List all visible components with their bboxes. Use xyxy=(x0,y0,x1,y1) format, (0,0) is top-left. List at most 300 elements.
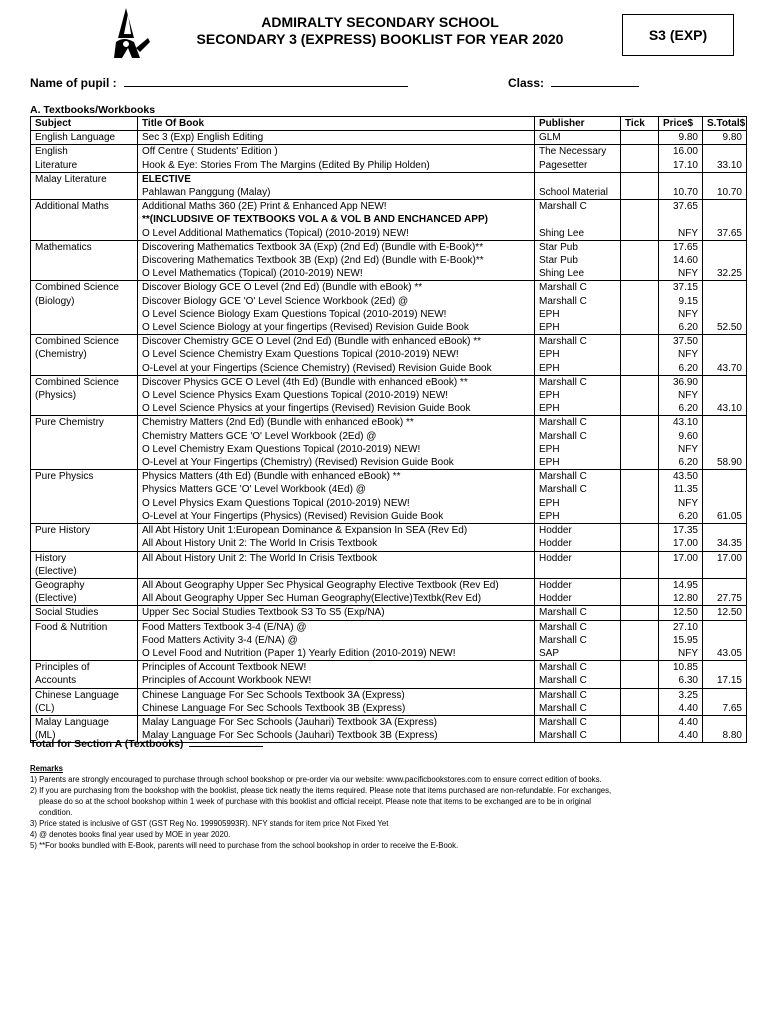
book-publisher: Hodder xyxy=(535,578,621,592)
tick-box[interactable] xyxy=(621,510,659,524)
table-row xyxy=(31,172,747,186)
book-title: Food Matters Textbook 3-4 (E/NA) @ xyxy=(138,620,535,634)
book-publisher: Marshall C xyxy=(535,688,621,702)
book-title: Chinese Language For Sec Schools Textbook 3B (Express) xyxy=(138,702,535,716)
book-subject xyxy=(31,213,138,226)
book-subject: Combined Science xyxy=(31,375,138,389)
tick-box[interactable] xyxy=(621,456,659,470)
tick-box[interactable] xyxy=(621,131,659,145)
tick-box[interactable] xyxy=(621,430,659,443)
tick-box[interactable] xyxy=(621,200,659,214)
remark-item: 1) Parents are strongly encouraged to purchase through school bookshop or pre-order via our website: www.pacificbookstores.com to ensure correct edition of books. xyxy=(30,775,602,784)
pupil-name-label: Name of pupil : xyxy=(30,76,117,90)
table-row xyxy=(31,227,747,241)
table-row xyxy=(31,321,747,335)
book-publisher: Marshall C xyxy=(535,200,621,214)
table-row xyxy=(31,362,747,376)
subject-subtotal xyxy=(703,443,747,456)
table-row xyxy=(31,186,747,200)
subject-subtotal xyxy=(703,470,747,484)
class-code-box xyxy=(622,14,734,56)
table-row xyxy=(31,497,747,510)
table-row xyxy=(31,551,747,565)
book-subject: Additional Maths xyxy=(31,200,138,214)
remarks-heading: Remarks xyxy=(30,764,63,773)
book-publisher: Pagesetter xyxy=(535,159,621,173)
book-publisher: Marshall C xyxy=(535,335,621,349)
table-row xyxy=(31,281,747,295)
book-price: 9.15 xyxy=(659,295,703,308)
subject-subtotal xyxy=(703,578,747,592)
book-price: 9.80 xyxy=(659,131,703,145)
tick-box[interactable] xyxy=(621,172,659,186)
subject-subtotal: 10.70 xyxy=(703,186,747,200)
table-row xyxy=(31,456,747,470)
subject-subtotal xyxy=(703,661,747,675)
book-title: All Abt History Unit 1:European Dominance & Expansion In SEA (Rev Ed) xyxy=(138,524,535,538)
book-price: 43.50 xyxy=(659,470,703,484)
book-publisher: Star Pub xyxy=(535,240,621,254)
subject-subtotal xyxy=(703,254,747,267)
book-publisher: SAP xyxy=(535,647,621,661)
book-title: O Level Mathematics (Topical) (2010-2019) NEW! xyxy=(138,267,535,281)
book-price: NFY xyxy=(659,647,703,661)
book-title: Discover Biology GCE O Level (2nd Ed) (Bundle with eBook) ** xyxy=(138,281,535,295)
book-subject: Accounts xyxy=(31,674,138,688)
subject-subtotal: 12.50 xyxy=(703,606,747,620)
book-price: NFY xyxy=(659,308,703,321)
subject-subtotal xyxy=(703,213,747,226)
table-row xyxy=(31,688,747,702)
book-publisher: EPH xyxy=(535,308,621,321)
book-price: 6.20 xyxy=(659,362,703,376)
book-subject xyxy=(31,537,138,551)
table-row xyxy=(31,348,747,361)
tick-box[interactable] xyxy=(621,688,659,702)
book-subject: (Elective) xyxy=(31,592,138,606)
tick-box[interactable] xyxy=(621,213,659,226)
book-publisher: EPH xyxy=(535,321,621,335)
book-publisher: EPH xyxy=(535,348,621,361)
book-title: All About History Unit 2: The World In Crisis Textbook xyxy=(138,537,535,551)
section-a-title: A. Textbooks/Workbooks xyxy=(30,104,156,116)
subject-subtotal: 33.10 xyxy=(703,159,747,173)
subject-subtotal xyxy=(703,281,747,295)
col-subtotal: S.Total$ xyxy=(703,117,747,131)
book-price: 6.20 xyxy=(659,321,703,335)
book-price: 37.15 xyxy=(659,281,703,295)
book-title: Malay Language For Sec Schools (Jauhari) Textbook 3B (Express) xyxy=(138,729,535,743)
table-row xyxy=(31,702,747,716)
tick-box[interactable] xyxy=(621,308,659,321)
book-title: Discovering Mathematics Textbook 3A (Exp) (2nd Ed) (Bundle with E-Book)** xyxy=(138,240,535,254)
table-row xyxy=(31,145,747,159)
book-subject xyxy=(31,254,138,267)
book-title: Chemistry Matters GCE 'O' Level Workbook (2Ed) @ xyxy=(138,430,535,443)
book-publisher: School Material xyxy=(535,186,621,200)
book-title: Off Centre ( Students' Edition ) xyxy=(138,145,535,159)
book-publisher xyxy=(535,565,621,579)
book-price: 15.95 xyxy=(659,634,703,647)
book-subject: (Physics) xyxy=(31,389,138,402)
tick-box[interactable] xyxy=(621,620,659,634)
book-price: 14.95 xyxy=(659,578,703,592)
book-title: Physics Matters (4th Ed) (Bundle with enhanced eBook) ** xyxy=(138,470,535,484)
book-price: 12.50 xyxy=(659,606,703,620)
book-publisher: Marshall C xyxy=(535,674,621,688)
book-price: NFY xyxy=(659,267,703,281)
col-publisher: Publisher xyxy=(535,117,621,131)
tick-box[interactable] xyxy=(621,186,659,200)
tick-box[interactable] xyxy=(621,240,659,254)
book-publisher: Marshall C xyxy=(535,483,621,496)
book-price: 37.65 xyxy=(659,200,703,214)
table-row xyxy=(31,308,747,321)
book-subject: Food & Nutrition xyxy=(31,620,138,634)
tick-box[interactable] xyxy=(621,592,659,606)
book-title: ELECTIVE xyxy=(138,172,535,186)
tick-box[interactable] xyxy=(621,443,659,456)
school-name: ADMIRALTY SECONDARY SCHOOL xyxy=(261,14,499,30)
book-subject xyxy=(31,362,138,376)
book-subject: (Elective) xyxy=(31,565,138,579)
tick-box[interactable] xyxy=(621,647,659,661)
subject-subtotal: 17.15 xyxy=(703,674,747,688)
table-row xyxy=(31,634,747,647)
tick-box[interactable] xyxy=(621,335,659,349)
table-row xyxy=(31,254,747,267)
book-subject: (Biology) xyxy=(31,295,138,308)
book-subject: Pure History xyxy=(31,524,138,538)
table-row xyxy=(31,131,747,145)
book-publisher xyxy=(535,172,621,186)
book-publisher: Shing Lee xyxy=(535,227,621,241)
subject-subtotal xyxy=(703,497,747,510)
table-row xyxy=(31,565,747,579)
book-publisher: Marshall C xyxy=(535,702,621,716)
table-row xyxy=(31,578,747,592)
tick-box[interactable] xyxy=(621,565,659,579)
tick-box[interactable] xyxy=(621,321,659,335)
subject-subtotal: 43.10 xyxy=(703,402,747,416)
school-logo xyxy=(112,8,152,60)
book-subject xyxy=(31,430,138,443)
book-price: 6.20 xyxy=(659,510,703,524)
book-price: 10.70 xyxy=(659,186,703,200)
book-subject xyxy=(31,443,138,456)
tick-box[interactable] xyxy=(621,362,659,376)
section-a-total-label: Total for Section A (Textbooks) xyxy=(30,738,184,750)
book-publisher: Marshall C xyxy=(535,620,621,634)
table-row xyxy=(31,483,747,496)
pupil-info-row xyxy=(30,76,740,90)
table-row xyxy=(31,389,747,402)
book-title: Discover Physics GCE O Level (4th Ed) (Bundle with enhanced eBook) ** xyxy=(138,375,535,389)
tick-box[interactable] xyxy=(621,375,659,389)
book-publisher: EPH xyxy=(535,497,621,510)
booklist-title: SECONDARY 3 (EXPRESS) BOOKLIST FOR YEAR 2020 xyxy=(196,31,564,47)
book-price: 6.20 xyxy=(659,402,703,416)
book-publisher: Marshall C xyxy=(535,281,621,295)
class-code: S3 (EXP) xyxy=(648,27,708,43)
book-title: O-Level at Your Fingertips (Chemistry) (Revised) Revision Guide Book xyxy=(138,456,535,470)
remark-item: condition. xyxy=(39,808,73,817)
pupil-name-field[interactable] xyxy=(124,86,408,87)
book-publisher: Marshall C xyxy=(535,295,621,308)
book-subject: Mathematics xyxy=(31,240,138,254)
tick-box[interactable] xyxy=(621,227,659,241)
page-header xyxy=(160,14,600,48)
subject-subtotal: 8.80 xyxy=(703,729,747,743)
tick-box[interactable] xyxy=(621,295,659,308)
subject-subtotal: 9.80 xyxy=(703,131,747,145)
book-publisher: EPH xyxy=(535,443,621,456)
book-price: 17.35 xyxy=(659,524,703,538)
subject-subtotal: 27.75 xyxy=(703,592,747,606)
book-publisher: EPH xyxy=(535,510,621,524)
book-publisher: Star Pub xyxy=(535,254,621,267)
book-title: O Level Science Physics Exam Questions Topical (2010-2019) NEW! xyxy=(138,389,535,402)
book-title: O-Level at your Fingertips (Science Chemistry) (Revised) Revision Guide Book xyxy=(138,362,535,376)
book-title: O-Level at Your Fingertips (Physics) (Revised) Revision Guide Book xyxy=(138,510,535,524)
tick-box[interactable] xyxy=(621,661,659,675)
book-publisher: Marshall C xyxy=(535,634,621,647)
tick-box[interactable] xyxy=(621,267,659,281)
table-row xyxy=(31,510,747,524)
table-row xyxy=(31,674,747,688)
book-publisher: EPH xyxy=(535,389,621,402)
tick-box[interactable] xyxy=(621,674,659,688)
table-row xyxy=(31,470,747,484)
tick-box[interactable] xyxy=(621,145,659,159)
book-subject: Combined Science xyxy=(31,335,138,349)
subject-subtotal xyxy=(703,430,747,443)
book-price: 43.10 xyxy=(659,416,703,430)
tick-box[interactable] xyxy=(621,389,659,402)
book-price: 17.00 xyxy=(659,537,703,551)
book-price: NFY xyxy=(659,497,703,510)
table-row xyxy=(31,430,747,443)
tick-box[interactable] xyxy=(621,470,659,484)
book-subject xyxy=(31,308,138,321)
tick-box[interactable] xyxy=(621,702,659,716)
book-price xyxy=(659,172,703,186)
subject-subtotal xyxy=(703,416,747,430)
books-table xyxy=(30,116,747,743)
table-header-row xyxy=(31,117,747,131)
book-subject: Principles of xyxy=(31,661,138,675)
tick-box[interactable] xyxy=(621,606,659,620)
book-subject xyxy=(31,497,138,510)
subject-subtotal xyxy=(703,565,747,579)
remarks xyxy=(30,763,742,851)
subject-subtotal xyxy=(703,634,747,647)
class-field[interactable] xyxy=(551,86,639,87)
subject-subtotal: 34.35 xyxy=(703,537,747,551)
table-row xyxy=(31,606,747,620)
book-publisher: Marshall C xyxy=(535,729,621,743)
book-price: 14.60 xyxy=(659,254,703,267)
table-row xyxy=(31,200,747,214)
subject-subtotal xyxy=(703,688,747,702)
table-row xyxy=(31,213,747,226)
book-price: 4.40 xyxy=(659,702,703,716)
col-price: Price$ xyxy=(659,117,703,131)
subject-subtotal xyxy=(703,524,747,538)
col-tick: Tick xyxy=(621,117,659,131)
book-subject xyxy=(31,483,138,496)
tick-box[interactable] xyxy=(621,578,659,592)
subject-subtotal xyxy=(703,308,747,321)
subject-subtotal xyxy=(703,375,747,389)
book-title: Discover Chemistry GCE O Level (2nd Ed) (Bundle with enhanced eBook) ** xyxy=(138,335,535,349)
book-title: O Level Science Biology Exam Questions Topical (2010-2019) NEW! xyxy=(138,308,535,321)
tick-box[interactable] xyxy=(621,254,659,267)
book-title: Principles of Account Textbook NEW! xyxy=(138,661,535,675)
tick-box[interactable] xyxy=(621,159,659,173)
book-price: NFY xyxy=(659,348,703,361)
book-publisher: GLM xyxy=(535,131,621,145)
subject-subtotal xyxy=(703,389,747,402)
subject-subtotal xyxy=(703,145,747,159)
book-title: O Level Additional Mathematics (Topical) (2010-2019) NEW! xyxy=(138,227,535,241)
book-title: Discovering Mathematics Textbook 3B (Exp) (2nd Ed) (Bundle with E-Book)** xyxy=(138,254,535,267)
book-price: 11.35 xyxy=(659,483,703,496)
book-publisher: Shing Lee xyxy=(535,267,621,281)
book-publisher: Marshall C xyxy=(535,430,621,443)
table-row xyxy=(31,537,747,551)
book-subject: Pure Chemistry xyxy=(31,416,138,430)
section-a-total xyxy=(30,738,263,750)
subject-subtotal: 37.65 xyxy=(703,227,747,241)
tick-box[interactable] xyxy=(621,729,659,743)
table-row xyxy=(31,715,747,729)
book-price: 4.40 xyxy=(659,729,703,743)
book-title: All About Geography Upper Sec Human Geography(Elective)Textbk(Rev Ed) xyxy=(138,592,535,606)
subject-subtotal xyxy=(703,620,747,634)
book-price: 37.50 xyxy=(659,335,703,349)
section-a-total-field[interactable] xyxy=(189,746,263,747)
subject-subtotal xyxy=(703,335,747,349)
tick-box[interactable] xyxy=(621,551,659,565)
remark-item: 2) If you are purchasing from the bookshop with the booklist, please tick neatly the items required. Please note that items purchased are non-refundable. For exchanges, xyxy=(30,786,612,795)
book-price: 4.40 xyxy=(659,715,703,729)
tick-box[interactable] xyxy=(621,715,659,729)
table-row xyxy=(31,416,747,430)
subject-subtotal: 17.00 xyxy=(703,551,747,565)
book-subject xyxy=(31,634,138,647)
book-publisher: Marshall C xyxy=(535,606,621,620)
book-publisher: Hodder xyxy=(535,592,621,606)
book-title: O Level Physics Exam Questions Topical (2010-2019) NEW! xyxy=(138,497,535,510)
table-row xyxy=(31,443,747,456)
table-row xyxy=(31,620,747,634)
book-subject xyxy=(31,267,138,281)
book-publisher: EPH xyxy=(535,456,621,470)
class-label: Class: xyxy=(508,76,545,90)
book-title: Principles of Account Workbook NEW! xyxy=(138,674,535,688)
table-row xyxy=(31,335,747,349)
subject-subtotal: 43.05 xyxy=(703,647,747,661)
book-subject: Social Studies xyxy=(31,606,138,620)
tick-box[interactable] xyxy=(621,483,659,496)
book-publisher: Marshall C xyxy=(535,715,621,729)
book-publisher xyxy=(535,213,621,226)
table-row xyxy=(31,295,747,308)
table-row xyxy=(31,661,747,675)
subject-subtotal: 7.65 xyxy=(703,702,747,716)
tick-box[interactable] xyxy=(621,634,659,647)
book-publisher: EPH xyxy=(535,362,621,376)
tick-box[interactable] xyxy=(621,402,659,416)
book-price: 17.65 xyxy=(659,240,703,254)
table-row xyxy=(31,267,747,281)
tick-box[interactable] xyxy=(621,281,659,295)
book-publisher: Hodder xyxy=(535,537,621,551)
book-subject: History xyxy=(31,551,138,565)
book-price: 16.00 xyxy=(659,145,703,159)
book-price: 3.25 xyxy=(659,688,703,702)
book-publisher: Marshall C xyxy=(535,470,621,484)
subject-subtotal: 52.50 xyxy=(703,321,747,335)
subject-subtotal xyxy=(703,483,747,496)
book-publisher: Hodder xyxy=(535,524,621,538)
book-title: Pahlawan Panggung (Malay) xyxy=(138,186,535,200)
book-title: O Level Chemistry Exam Questions Topical (2010-2019) NEW! xyxy=(138,443,535,456)
book-price: 36.90 xyxy=(659,375,703,389)
table-row xyxy=(31,592,747,606)
book-price xyxy=(659,213,703,226)
book-subject: Geography xyxy=(31,578,138,592)
book-subject: (Chemistry) xyxy=(31,348,138,361)
tick-box[interactable] xyxy=(621,524,659,538)
book-title: Food Matters Activity 3-4 (E/NA) @ xyxy=(138,634,535,647)
book-price: 10.85 xyxy=(659,661,703,675)
book-subject: Malay Language xyxy=(31,715,138,729)
subject-subtotal: 32.25 xyxy=(703,267,747,281)
tick-box[interactable] xyxy=(621,348,659,361)
book-subject xyxy=(31,647,138,661)
book-price: 6.30 xyxy=(659,674,703,688)
subject-subtotal: 43.70 xyxy=(703,362,747,376)
subject-subtotal xyxy=(703,200,747,214)
col-subject: Subject xyxy=(31,117,138,131)
book-publisher: Marshall C xyxy=(535,416,621,430)
book-subject xyxy=(31,227,138,241)
book-subject xyxy=(31,321,138,335)
subject-subtotal xyxy=(703,295,747,308)
book-publisher: Marshall C xyxy=(535,661,621,675)
table-row xyxy=(31,524,747,538)
tick-box[interactable] xyxy=(621,416,659,430)
book-title xyxy=(138,565,535,579)
book-publisher: EPH xyxy=(535,402,621,416)
book-subject: (CL) xyxy=(31,702,138,716)
book-subject: Malay Literature xyxy=(31,172,138,186)
book-title: Sec 3 (Exp) English Editing xyxy=(138,131,535,145)
book-subject: Literature xyxy=(31,159,138,173)
tick-box[interactable] xyxy=(621,497,659,510)
subject-subtotal: 61.05 xyxy=(703,510,747,524)
tick-box[interactable] xyxy=(621,537,659,551)
book-price xyxy=(659,565,703,579)
remark-item: 3) Price stated is inclusive of GST (GST Reg No. 199905993R). NFY stands for item price Not Fixed Yet xyxy=(30,819,389,828)
book-publisher: The Necessary xyxy=(535,145,621,159)
book-subject: Chinese Language xyxy=(31,688,138,702)
book-title: Additional Maths 360 (2E) Print & Enhanced App NEW! xyxy=(138,200,535,214)
remark-item: 5) **For books bundled with E-Book, parents will need to purchase from the school bookshop in order to receive the E-Book. xyxy=(30,841,459,850)
subject-subtotal xyxy=(703,715,747,729)
